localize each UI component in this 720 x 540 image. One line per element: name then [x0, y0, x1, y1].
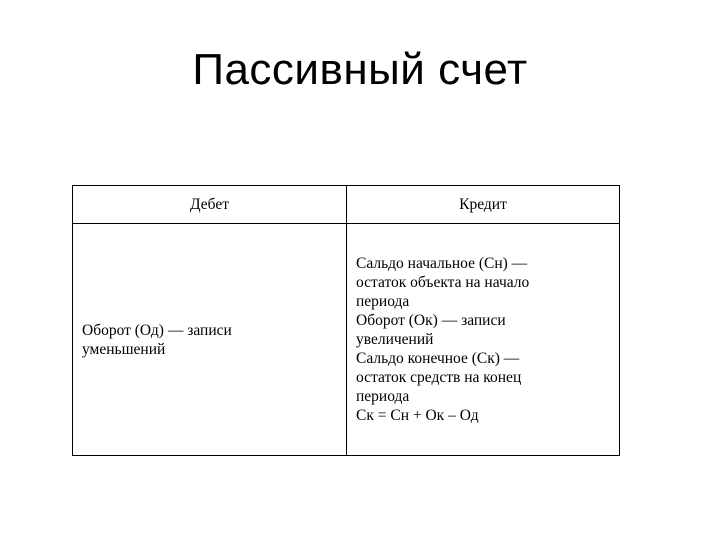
debit-line: уменьшений — [82, 340, 166, 358]
table-body-row — [73, 224, 620, 456]
credit-line: остаток средств на конец — [356, 369, 522, 386]
credit-line: периода — [356, 293, 410, 310]
debit-cell — [73, 224, 347, 456]
credit-line: Оборот (Ок) — записи — [356, 312, 506, 329]
credit-cell — [347, 224, 620, 456]
table-header-row — [73, 186, 620, 224]
debit-header: Дебет — [73, 186, 347, 224]
credit-line: увеличений — [356, 331, 434, 348]
credit-line: Сальдо конечное (Ск) — — [356, 350, 520, 367]
debit-line: Оборот (Од) — записи — [82, 321, 232, 339]
credit-header: Кредит — [347, 186, 620, 224]
slide-title: Пассивный счет — [192, 45, 528, 94]
credit-line: периода — [356, 388, 410, 405]
credit-line: Сальдо начальное (Сн) — — [356, 255, 528, 272]
credit-line: Ск = Сн + Ок – Од — [356, 407, 479, 424]
passive-account-table — [72, 185, 620, 456]
credit-line: остаток объекта на начало — [356, 274, 530, 291]
